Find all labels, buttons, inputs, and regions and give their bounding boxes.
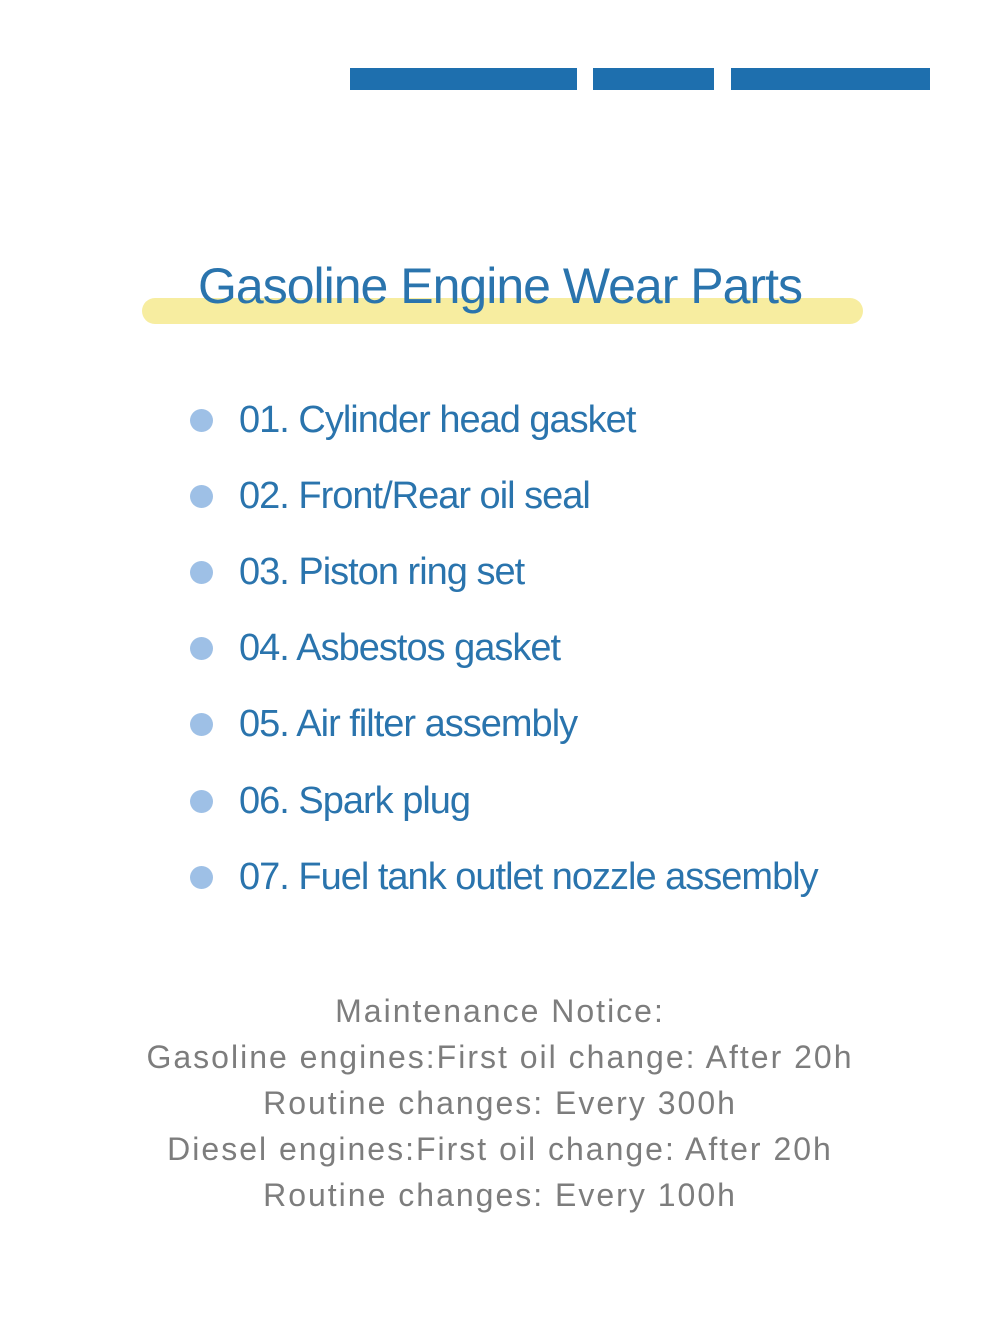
notice-line: Gasoline engines:First oil change: After 20h [146, 1039, 854, 1075]
list-item [190, 839, 818, 915]
part-label: 02. Front/Rear oil seal [239, 474, 590, 517]
bullet-dot-icon [190, 409, 213, 432]
part-label: 06. Spark plug [239, 779, 471, 822]
wear-parts-list [190, 382, 818, 915]
list-item [190, 687, 818, 763]
bullet-dot-icon [190, 713, 213, 736]
decor-bar-2 [593, 68, 714, 90]
bullet-dot-icon [190, 561, 213, 584]
notice-line: Routine changes: Every 100h [263, 1177, 737, 1213]
list-item [190, 763, 818, 839]
list-item [190, 611, 818, 687]
part-label: 03. Piston ring set [239, 550, 525, 593]
title-block [0, 250, 1000, 340]
part-label: 07. Fuel tank outlet nozzle assembly [239, 855, 818, 898]
bullet-dot-icon [190, 790, 213, 813]
notice-line: Routine changes: Every 300h [263, 1085, 737, 1121]
part-label: 04. Asbestos gasket [239, 627, 561, 670]
list-item [190, 382, 818, 458]
list-item [190, 458, 818, 534]
decor-bar-1 [350, 68, 577, 90]
bullet-dot-icon [190, 637, 213, 660]
maintenance-notice [0, 988, 1000, 1218]
notice-heading: Maintenance Notice: [335, 993, 665, 1029]
list-item [190, 534, 818, 610]
notice-line: Diesel engines:First oil change: After 20h [167, 1131, 833, 1167]
bullet-dot-icon [190, 485, 213, 508]
decor-bar-3 [731, 68, 930, 90]
bullet-dot-icon [190, 866, 213, 889]
page-title: Gasoline Engine Wear Parts [198, 258, 802, 314]
part-label: 05. Air filter assembly [239, 703, 578, 746]
part-label: 01. Cylinder head gasket [239, 398, 636, 441]
